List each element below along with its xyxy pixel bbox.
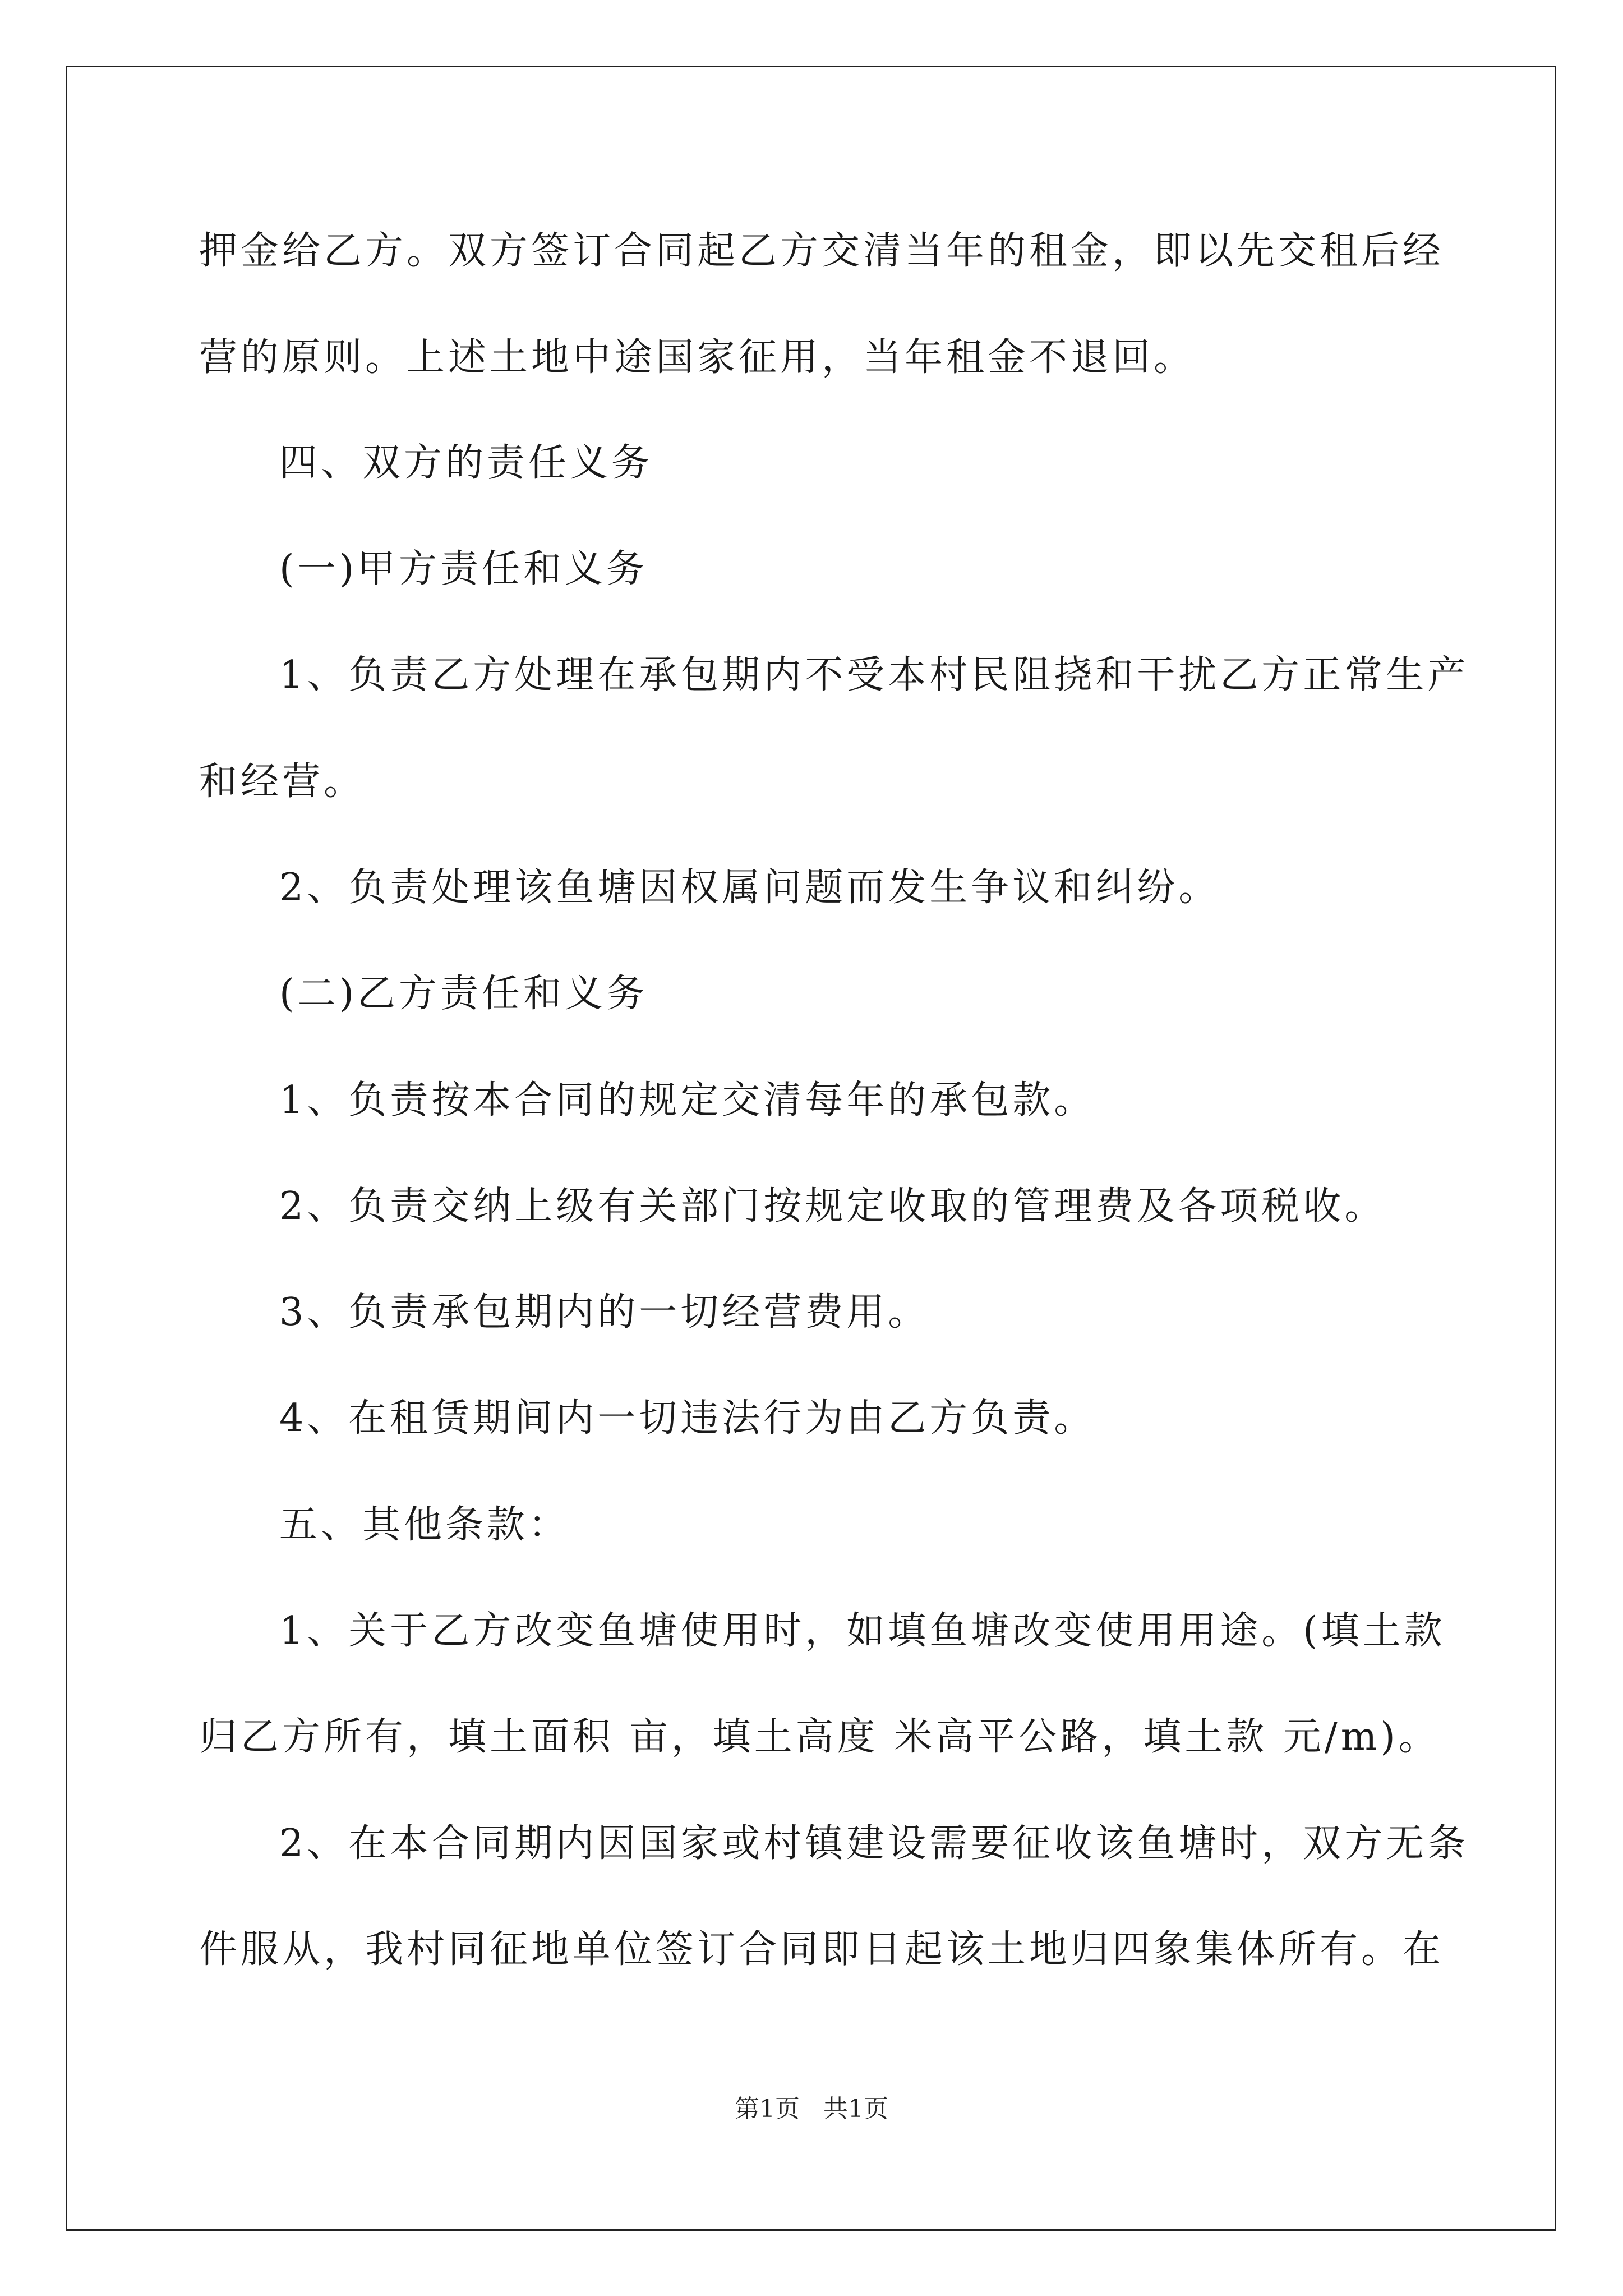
text-line-14: 1、关于乙方改变鱼塘使用时，如填鱼塘改变使用用途。(填土款 xyxy=(279,1609,1446,1653)
text-line-11: 3、负责承包期内的一切经营费用。 xyxy=(279,1290,930,1335)
text-line-7: 2、负责处理该鱼塘因权属问题而发生争议和纠纷。 xyxy=(279,866,1220,910)
section-heading-4: 四、双方的责任义务 xyxy=(279,441,653,485)
text-line-16: 2、在本合同期内因国家或村镇建设需要征收该鱼塘时，双方无条 xyxy=(279,1821,1469,1866)
page-border xyxy=(66,66,1556,2231)
text-line-1: 押金给乙方。双方签订合同起乙方交清当年的租金，即以先交租后经 xyxy=(199,229,1445,273)
subsection-heading-party-a: (一)甲方责任和义务 xyxy=(279,547,648,591)
text-line-2: 营的原则。上述土地中途国家征用，当年租金不退回。 xyxy=(199,335,1196,380)
text-line-10: 2、负责交纳上级有关部门按规定收取的管理费及各项税收。 xyxy=(279,1184,1386,1228)
subsection-heading-party-b: (二)乙方责任和义务 xyxy=(279,972,648,1016)
text-line-12: 4、在租赁期间内一切违法行为由乙方负责。 xyxy=(279,1396,1096,1441)
section-heading-5: 五、其他条款： xyxy=(279,1503,570,1547)
page-footer: 第1页 共1页 xyxy=(735,2095,888,2123)
text-line-6: 和经营。 xyxy=(199,760,366,804)
text-line-17: 件服从，我村同征地单位签订合同即日起该土地归四象集体所有。在 xyxy=(199,1927,1445,1972)
text-line-9: 1、负责按本合同的规定交清每年的承包款。 xyxy=(279,1078,1096,1122)
text-line-15: 归乙方所有，填土面积 亩，填土高度 米高平公路，填土款 元/m)。 xyxy=(199,1715,1440,1759)
text-line-5: 1、负责乙方处理在承包期内不受本村民阻挠和干扰乙方正常生产 xyxy=(279,653,1469,697)
